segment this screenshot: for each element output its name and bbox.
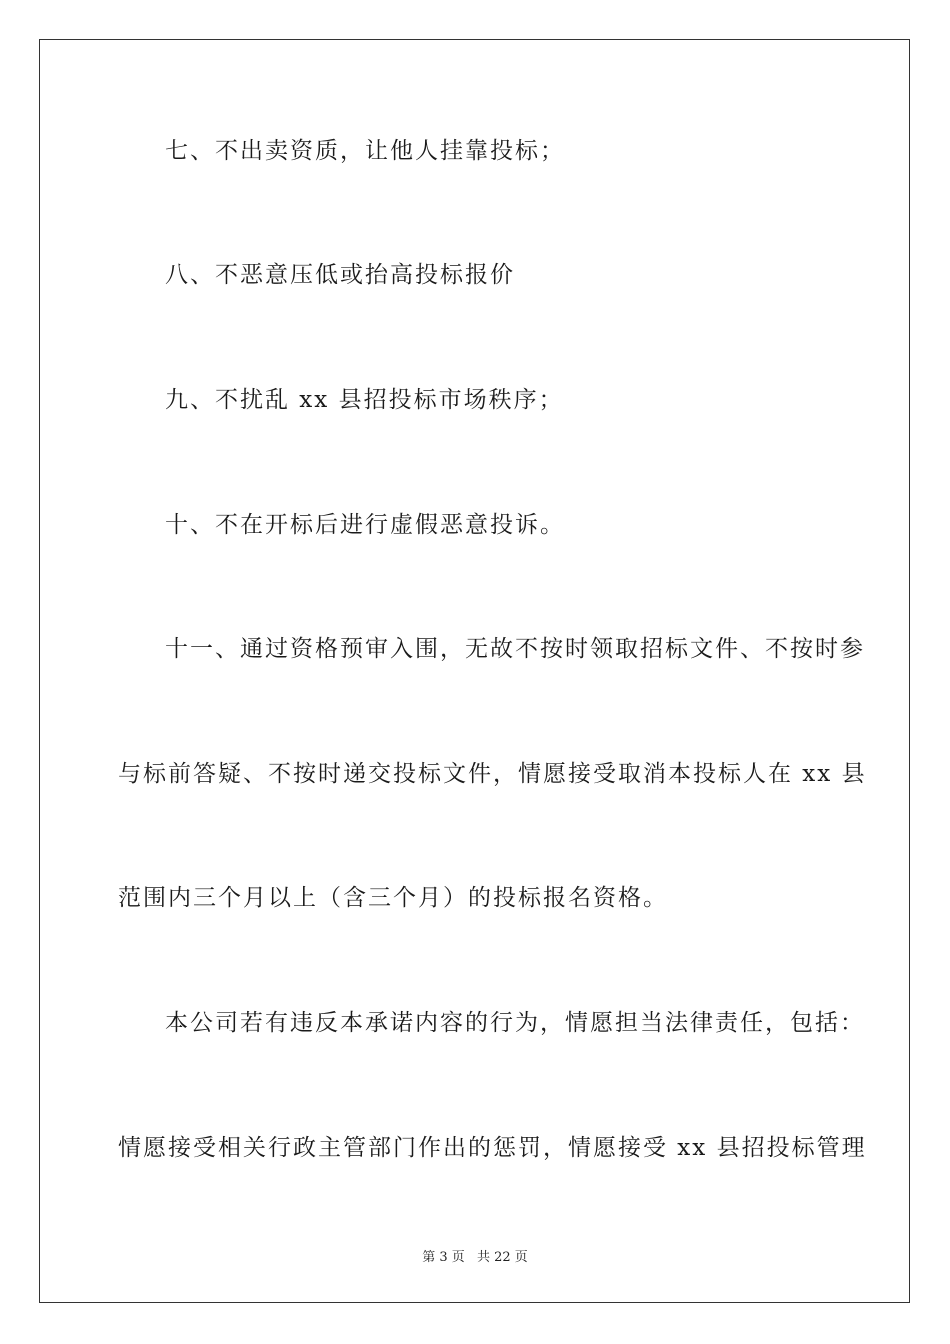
clause-11-line-2: 与标前答疑、不按时递交投标文件，情愿接受取消本投标人在 xx 县 xyxy=(118,761,867,787)
page-number-current: 第 3 页 xyxy=(422,1250,465,1265)
page-number-total: 共 22 页 xyxy=(476,1250,528,1265)
clause-9: 九、不扰乱 xx 县招投标市场秩序； xyxy=(165,387,564,413)
clause-10: 十、不在开标后进行虚假恶意投诉。 xyxy=(165,512,565,538)
page-frame xyxy=(39,39,910,1303)
commitment-paragraph-line-1: 本公司若有违反本承诺内容的行为，情愿担当法律责任，包括： xyxy=(165,1010,865,1036)
commitment-paragraph-line-2: 情愿接受相关行政主管部门作出的惩罚，情愿接受 xx 县招投标管理 xyxy=(118,1135,867,1161)
clause-11-line-1: 十一、通过资格预审入围，无故不按时领取招标文件、不按时参 xyxy=(165,636,865,662)
page-footer xyxy=(0,1246,950,1265)
clause-11-line-3: 范围内三个月以上（含三个月）的投标报名资格。 xyxy=(118,885,668,911)
clause-7: 七、不出卖资质，让他人挂靠投标； xyxy=(165,138,565,164)
clause-8: 八、不恶意压低或抬高投标报价 xyxy=(165,262,515,288)
